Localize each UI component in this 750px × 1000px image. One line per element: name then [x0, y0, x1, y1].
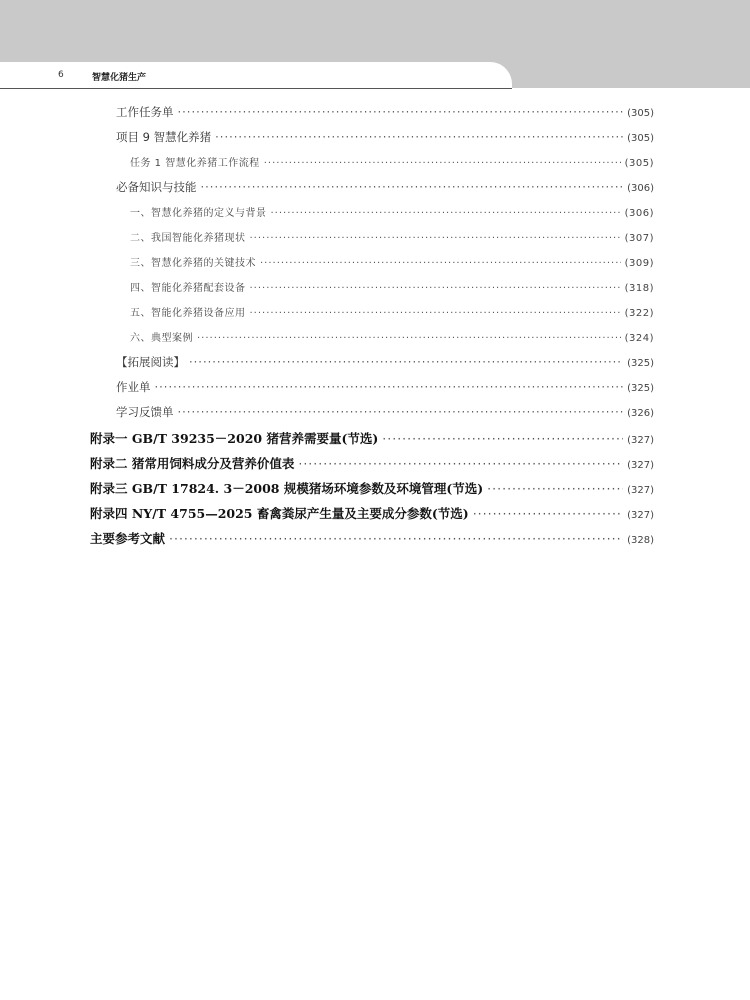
header-tab — [0, 62, 512, 88]
toc-leader-dots — [155, 380, 624, 394]
toc-entry-title: 附录一 GB/T 39235－2020 猪营养需要量(节选) — [90, 431, 379, 446]
toc-leader-dots — [197, 333, 621, 344]
toc-entry[interactable] — [90, 229, 654, 254]
toc-entry-page: (322) — [624, 308, 654, 319]
toc-leader-dots — [271, 208, 621, 219]
toc-entry-title: 五、智能化养猪设备应用 — [130, 308, 246, 319]
toc-entry-title: 学习反馈单 — [116, 405, 174, 419]
toc-entry[interactable] — [90, 429, 654, 454]
toc-entry-title: 【拓展阅读】 — [116, 355, 185, 369]
toc-entry-title: 项目 9 智慧化养猪 — [116, 130, 212, 144]
toc-entry-page: (327) — [627, 510, 654, 521]
toc-entry[interactable] — [90, 329, 654, 354]
toc-leader-dots — [260, 258, 621, 269]
toc-leader-dots — [264, 158, 621, 169]
toc-entry-page: (325) — [627, 383, 654, 394]
toc-entry-title: 任务 1 智慧化养猪工作流程 — [130, 158, 260, 169]
toc-entry-title: 一、智慧化养猪的定义与背景 — [130, 208, 267, 219]
toc-entry-page: (305) — [624, 158, 654, 169]
toc-entry[interactable] — [90, 504, 654, 529]
toc-entry[interactable] — [90, 204, 654, 229]
toc-entry-page: (309) — [624, 258, 654, 269]
toc-entry-page: (326) — [627, 408, 654, 419]
toc-entry-title: 工作任务单 — [116, 105, 174, 119]
toc-entry-page: (325) — [627, 358, 654, 369]
toc-leader-dots — [382, 431, 623, 446]
toc-entry-page: (327) — [627, 460, 654, 471]
toc-entry-title: 附录四 NY/T 4755—2025 畜禽粪尿产生量及主要成分参数(节选) — [90, 506, 469, 521]
toc-leader-dots — [250, 308, 621, 319]
toc-entry-page: (327) — [627, 435, 654, 446]
toc-entry-page: (306) — [627, 183, 654, 194]
toc-entry[interactable] — [90, 254, 654, 279]
toc-leader-dots — [473, 506, 623, 521]
toc-entry-title: 主要参考文献 — [90, 531, 166, 546]
toc-leader-dots — [487, 481, 623, 496]
toc-entry[interactable] — [90, 479, 654, 504]
table-of-contents — [90, 104, 654, 554]
toc-entry-title: 附录三 GB/T 17824. 3－2008 规模猪场环境参数及环境管理(节选) — [90, 481, 484, 496]
toc-entry-page: (305) — [627, 108, 654, 119]
toc-leader-dots — [201, 180, 624, 194]
toc-entry-title: 作业单 — [116, 380, 151, 394]
toc-leader-dots — [178, 105, 624, 119]
toc-entry-page: (324) — [624, 333, 654, 344]
toc-entry-title: 二、我国智能化养猪现状 — [130, 233, 246, 244]
toc-entry[interactable] — [90, 279, 654, 304]
toc-leader-dots — [298, 456, 623, 471]
toc-entry[interactable] — [90, 404, 654, 429]
toc-leader-dots — [169, 531, 623, 546]
toc-entry-title: 必备知识与技能 — [116, 180, 197, 194]
toc-entry-title: 四、智能化养猪配套设备 — [130, 283, 246, 294]
toc-leader-dots — [189, 355, 623, 369]
running-title: 智慧化猪生产 — [92, 73, 147, 83]
toc-entry[interactable] — [90, 454, 654, 479]
header-rule — [0, 88, 512, 89]
toc-entry-page: (318) — [624, 283, 654, 294]
toc-leader-dots — [215, 130, 623, 144]
toc-entry-title: 六、典型案例 — [130, 333, 193, 344]
toc-entry-title: 附录二 猪常用饲料成分及营养价值表 — [90, 456, 295, 471]
toc-entry[interactable] — [90, 354, 654, 379]
toc-entry-page: (327) — [627, 485, 654, 496]
toc-leader-dots — [250, 283, 621, 294]
toc-entry[interactable] — [90, 104, 654, 129]
toc-entry-page: (307) — [624, 233, 654, 244]
toc-leader-dots — [178, 405, 624, 419]
toc-entry[interactable] — [90, 179, 654, 204]
toc-entry-page: (305) — [627, 133, 654, 144]
toc-entry[interactable] — [90, 379, 654, 404]
page-number: 6 — [58, 70, 64, 80]
toc-leader-dots — [250, 233, 621, 244]
toc-entry-page: (328) — [627, 535, 654, 546]
toc-entry[interactable] — [90, 529, 654, 554]
toc-entry[interactable] — [90, 304, 654, 329]
toc-entry[interactable] — [90, 154, 654, 179]
toc-entry[interactable] — [90, 129, 654, 154]
toc-entry-title: 三、智慧化养猪的关键技术 — [130, 258, 256, 269]
toc-entry-page: (306) — [624, 208, 654, 219]
